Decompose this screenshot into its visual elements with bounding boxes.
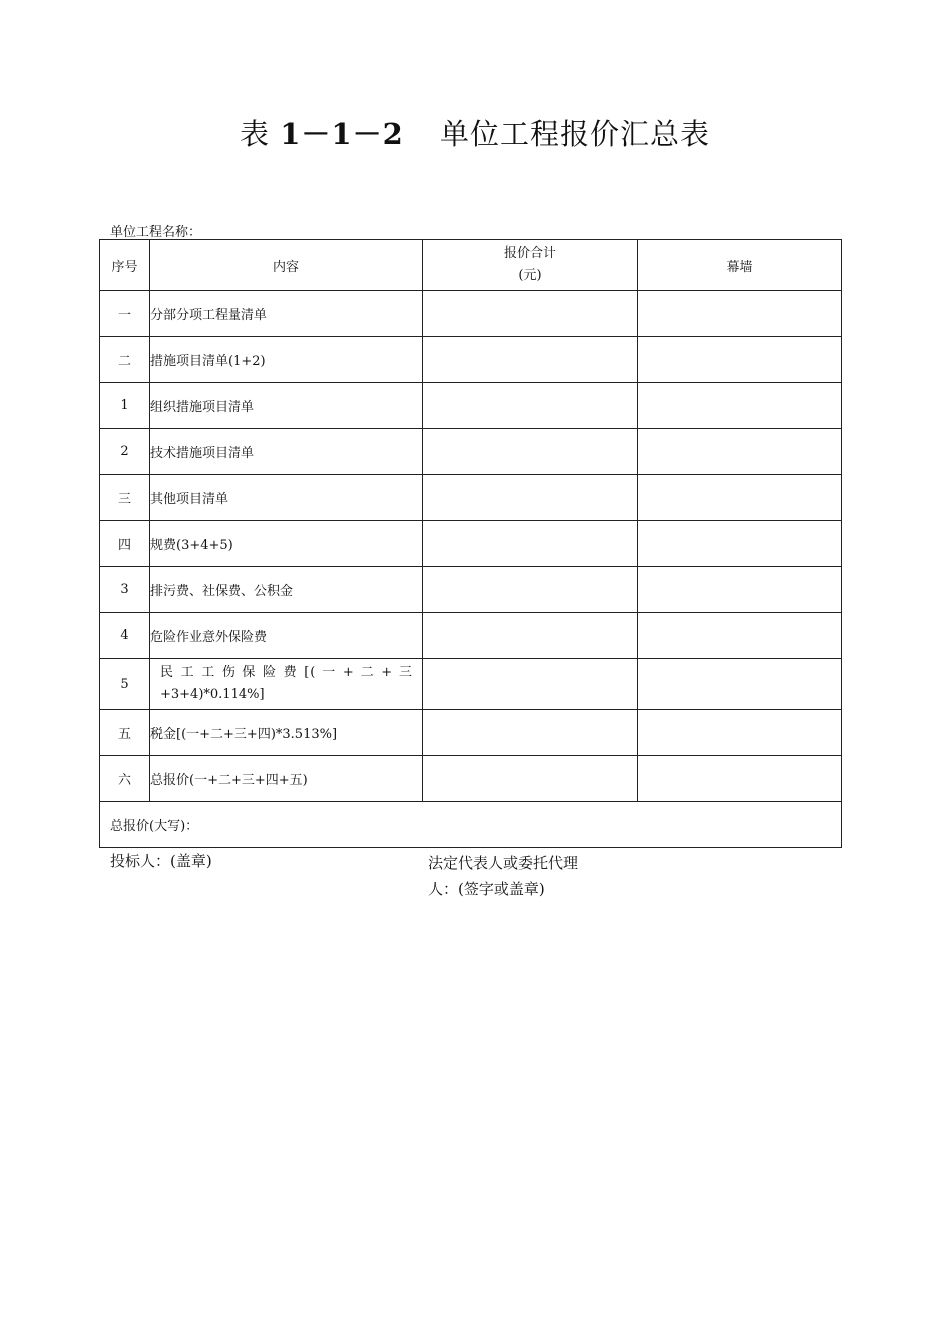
row-no: 5: [100, 659, 150, 710]
table-row: [100, 337, 842, 383]
table-row: [100, 383, 842, 429]
row-no: 六: [100, 756, 150, 802]
curtain-wall-cell[interactable]: [638, 383, 842, 429]
row-no: 三: [100, 475, 150, 521]
row-content: 分部分项工程量清单: [150, 291, 423, 337]
representative-signature: [428, 850, 578, 902]
unit-name-label: 单位工程名称：: [110, 225, 202, 240]
table-row: [100, 756, 842, 802]
total-row: [100, 802, 842, 848]
row-content: [150, 659, 423, 710]
header-price: [423, 240, 638, 291]
header-price-line1: 报价合计: [503, 246, 556, 261]
representative-line1: 法定代表人或委托代理: [428, 854, 579, 872]
row-no: 二: [100, 337, 150, 383]
curtain-wall-cell[interactable]: [638, 710, 842, 756]
table-number: 1－1－2: [280, 117, 404, 151]
price-cell[interactable]: [423, 291, 638, 337]
row-content-line1: 民 工 工 伤 保 险 费 [( 一 + 二 + 三: [160, 665, 413, 680]
curtain-wall-cell[interactable]: [638, 659, 842, 710]
row-no: 3: [100, 567, 150, 613]
total-uppercase-label: 总报价(大写)：: [100, 802, 842, 848]
curtain-wall-cell[interactable]: [638, 521, 842, 567]
table-row: [100, 659, 842, 710]
curtain-wall-cell[interactable]: [638, 475, 842, 521]
representative-line2: 人：(签字或盖章): [428, 880, 545, 898]
row-content: 危险作业意外保险费: [150, 613, 423, 659]
title-prefix: 表: [239, 117, 270, 151]
table-row: [100, 475, 842, 521]
row-no: 四: [100, 521, 150, 567]
row-content: 措施项目清单(1+2): [150, 337, 423, 383]
price-cell[interactable]: [423, 429, 638, 475]
row-no: 一: [100, 291, 150, 337]
table-row: [100, 710, 842, 756]
row-content: 其他项目清单: [150, 475, 423, 521]
row-content: 税金[(一+二+三+四)*3.513%]: [150, 710, 423, 756]
curtain-wall-cell[interactable]: [638, 613, 842, 659]
curtain-wall-cell[interactable]: [638, 567, 842, 613]
row-no: 4: [100, 613, 150, 659]
row-no: 1: [100, 383, 150, 429]
row-content: 规费(3+4+5): [150, 521, 423, 567]
price-cell[interactable]: [423, 613, 638, 659]
header-curtain-wall: 幕墙: [638, 240, 842, 291]
header-row: [100, 240, 842, 291]
row-no: 2: [100, 429, 150, 475]
price-cell[interactable]: [423, 567, 638, 613]
row-content: 总报价(一+二+三+四+五): [150, 756, 423, 802]
table-row: [100, 429, 842, 475]
row-content: 组织措施项目清单: [150, 383, 423, 429]
header-no: 序号: [100, 240, 150, 291]
title-text: 单位工程报价汇总表: [439, 117, 710, 151]
table-row: [100, 567, 842, 613]
row-content: 技术措施项目清单: [150, 429, 423, 475]
price-cell[interactable]: [423, 337, 638, 383]
row-no: 五: [100, 710, 150, 756]
curtain-wall-cell[interactable]: [638, 337, 842, 383]
price-cell[interactable]: [423, 710, 638, 756]
row-content-line2: +3+4)*0.114%]: [160, 687, 265, 702]
table-row: [100, 521, 842, 567]
price-cell[interactable]: [423, 521, 638, 567]
curtain-wall-cell[interactable]: [638, 429, 842, 475]
quote-summary-table: [99, 239, 842, 848]
price-cell[interactable]: [423, 383, 638, 429]
table-row: [100, 613, 842, 659]
document-title: [0, 112, 950, 153]
header-price-line2: (元): [518, 268, 542, 283]
curtain-wall-cell[interactable]: [638, 756, 842, 802]
price-cell[interactable]: [423, 475, 638, 521]
header-content: 内容: [150, 240, 423, 291]
row-content: 排污费、社保费、公积金: [150, 567, 423, 613]
price-cell[interactable]: [423, 756, 638, 802]
bidder-signature: 投标人：(盖章): [110, 852, 212, 870]
price-cell[interactable]: [423, 659, 638, 710]
curtain-wall-cell[interactable]: [638, 291, 842, 337]
table-row: [100, 291, 842, 337]
